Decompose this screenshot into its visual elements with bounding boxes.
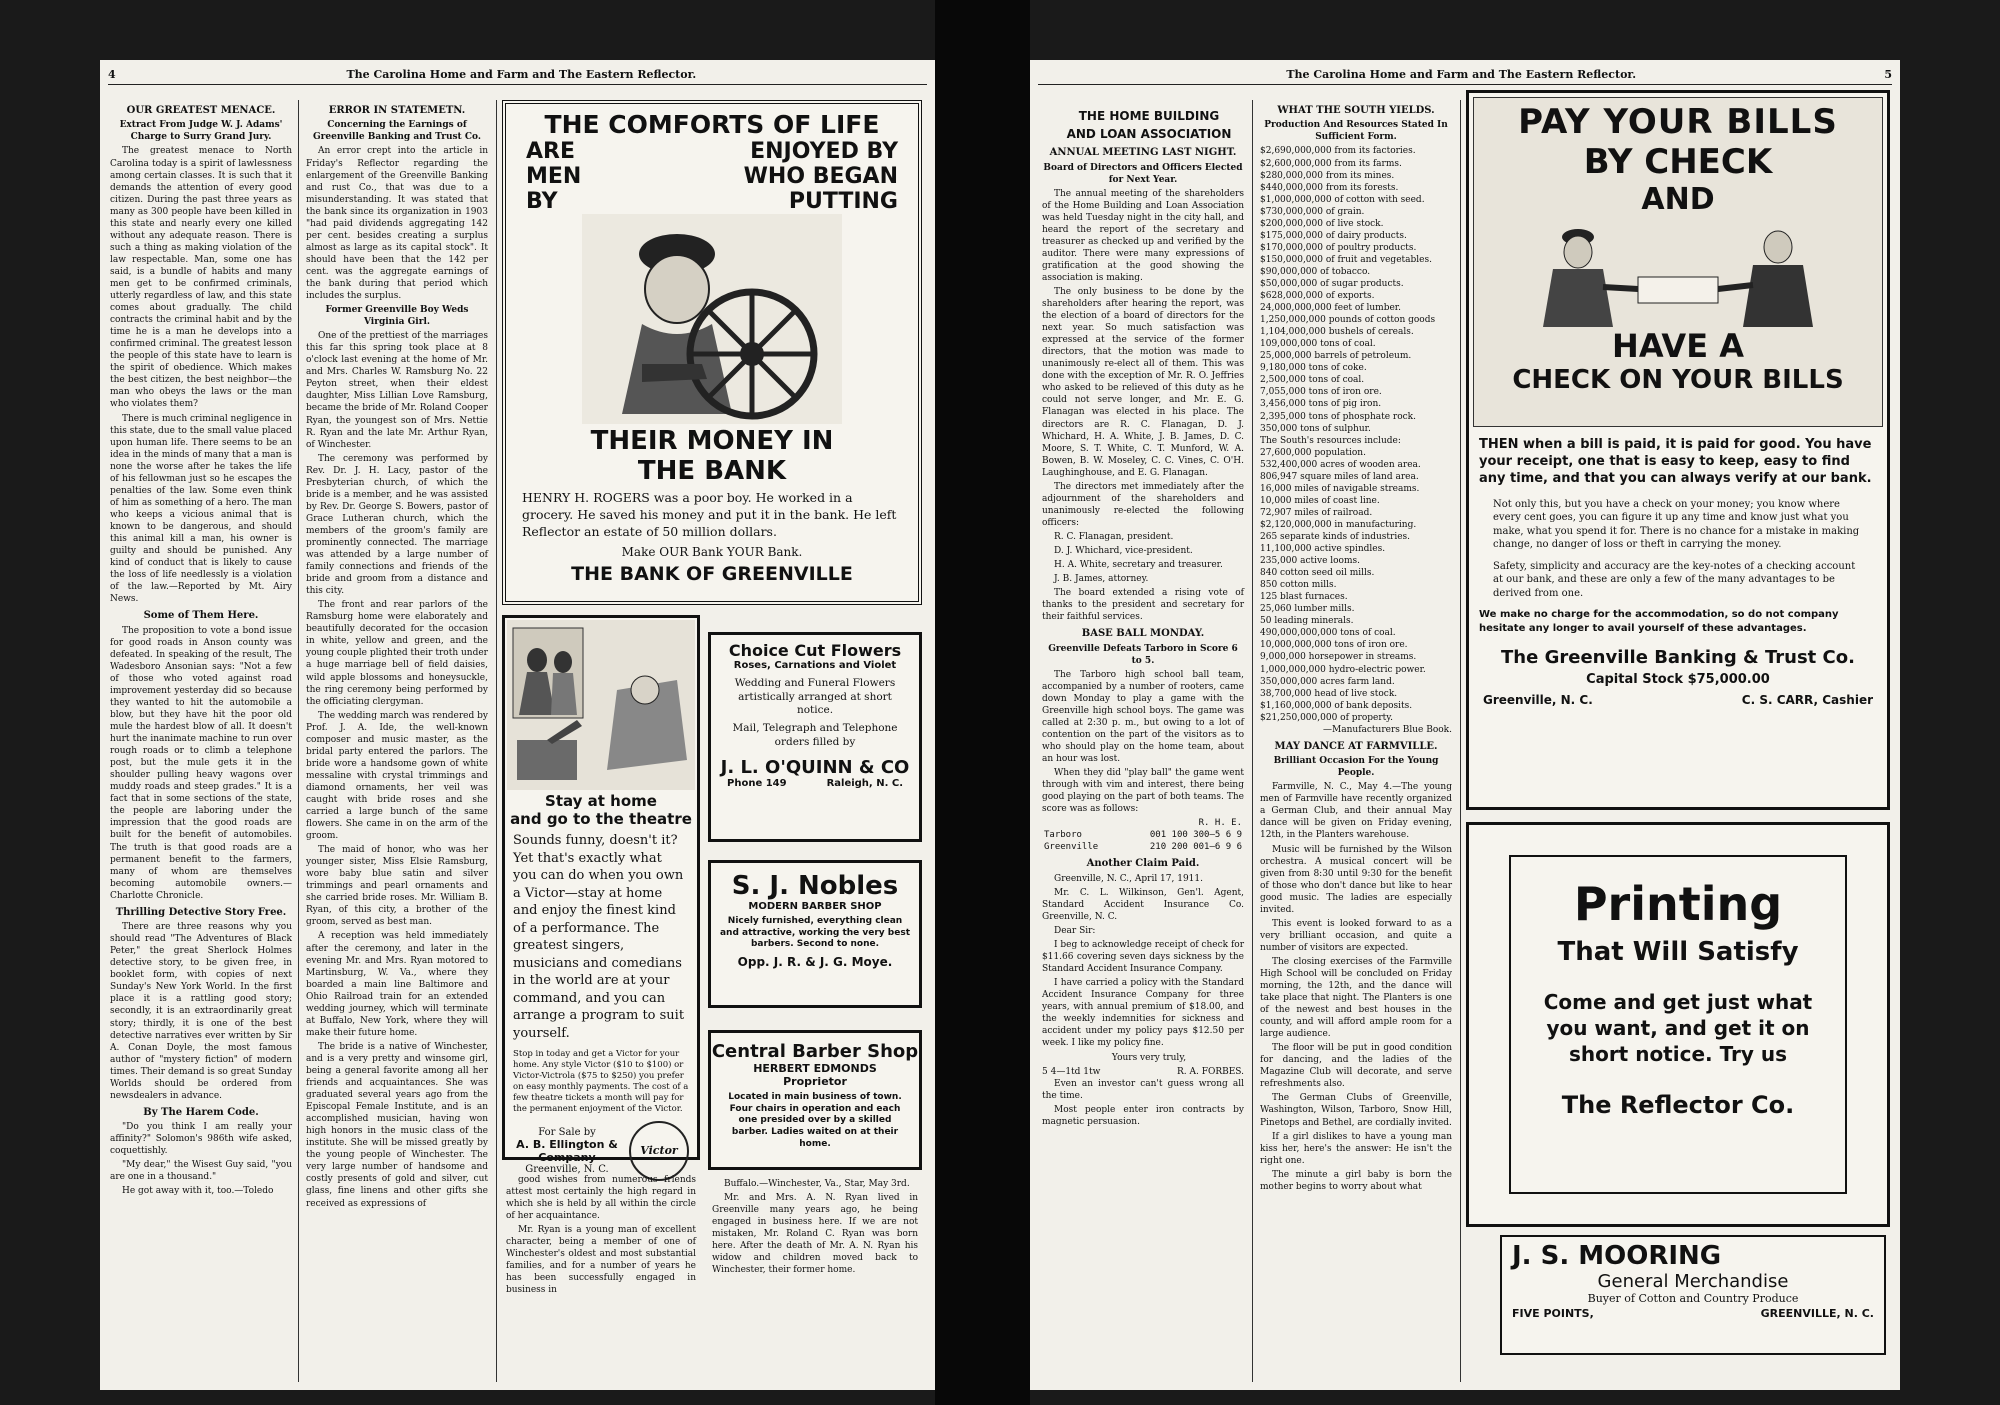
article-paragraph: One of the prettiest of the marriages this far this spring took place at 8 o'clock last evening at the home of Mr. and Mrs. Charles W. Ramsburg No. 22 Peyton street, when their eldest daughter, Miss Lillian Love Ramsburg, became the bride of Mr. Roland Cooper Ryan, the youngest son of Mrs. Nettie R. Ryan and the late Mr. Arthur Ryan, of Winchester. (306, 331, 488, 450)
headline-base-ball: BASE BALL MONDAY. (1081, 628, 1205, 640)
list-item: $90,000,000 of tobacco. (1260, 266, 1371, 277)
bank-ad-headline-5: THEIR MONEY IN (590, 426, 834, 456)
list-item: 50 leading minerals. (1260, 616, 1354, 627)
article-paragraph: The front and rear parlors of the Ramsburg home were elaborately and beautifully decorated for the occasion in white, yellow and green, and the young couple plighted their troth under a huge marriage bell of field daisies, wild apple blossoms and honeysuckle, the ring ceremony being performed by the officiating clergyman. (306, 600, 488, 707)
headline-greatest-menace: OUR GREATEST MENACE. (126, 105, 276, 116)
mooring-ad-buyer: Buyer of Cotton and Country Produce (1587, 1292, 1799, 1305)
headline-detective-story: Thrilling Detective Story Free. (115, 906, 287, 918)
nobles-barber-ad (708, 860, 922, 1008)
article-paragraph: good wishes from numerous friends attest most certainly the high regard in which she is held by all within the circle of her acquaintance. (506, 1175, 696, 1222)
headline-wedding: Former Greenville Boy Weds Virginia Girl. (325, 305, 469, 328)
article-paragraph: Buffalo.—Winchester, Va., Star, May 3rd. (724, 1179, 910, 1189)
article-paragraph: The directors met immediately after the adjournment of the shareholders and unanimously re-elected the following officers: (1042, 481, 1244, 528)
printing-ad (1466, 822, 1890, 1227)
left-page-number: 4 (108, 68, 116, 81)
letter-line: Yours very truly, (1111, 1052, 1187, 1063)
list-item: 125 blast furnaces. (1260, 592, 1348, 603)
subhead: Board of Directors and Officers Elected for Next Year. (1043, 162, 1243, 185)
mooring-ad-name: J. S. MOORING (1512, 1241, 1722, 1271)
subhead: Concerning the Earnings of Greenville Banking and Trust Co. (312, 120, 481, 143)
left-page-header (108, 68, 927, 85)
column-rule (496, 100, 497, 1382)
letter-line: Greenville, N. C., April 17, 1911. (1054, 873, 1203, 884)
list-item: $730,000,000 of grain. (1260, 206, 1365, 217)
list-item: 1,250,000,000 pounds of cotton goods (1260, 315, 1436, 326)
list-item: $1,000,000,000 of cotton with seed. (1260, 194, 1425, 205)
mooring-ad (1500, 1235, 1886, 1355)
list-item: 11,100,000 active spindles. (1260, 544, 1386, 555)
check-ad-body-3: We make no charge for the accommodation, so do not company hesitate any longer to avail yourself of these advantages. (1479, 609, 1839, 634)
article-paragraph: An error crept into the article in Friday's Reflector regarding the enlargement of the Greenville Banking and rust Co., that was due to a misunderstanding. It was stated that the bank since its organization in 1903 "had paid dividends aggregating 142 per cent. besides creating a surplus almost as large as its capital stock". It should have been that the 142 per cent. was the aggregate earnings of the bank during that period which includes the surplus. (306, 146, 488, 302)
article-paragraph: The Tarboro high school ball team, accompanied by a number of rooters, came down Monday to play a game with the Greenville high school boys. The game was called at 2:30 p. m., but owing to a lot of contention on the part of the visitors as to who should play on the home team, about an hour was lost. (1042, 669, 1244, 765)
bank-ad-body: HENRY H. ROGERS was a poor boy. He worked in a grocery. He saved his money and put it in the bank. He left Reflector an estate of 50 million dollars. (522, 490, 897, 539)
list-item: $1,160,000,000 of bank deposits. (1260, 700, 1413, 711)
left-bottom-column-3 (502, 1168, 700, 1384)
list-item: $21,250,000,000 of property. (1260, 712, 1394, 723)
list-item: 7,055,000 tons of iron ore. (1260, 387, 1382, 398)
column-rule (1252, 100, 1253, 1382)
officer-line: H. A. White, secretary and treasurer. (1054, 560, 1223, 571)
check-ad-footer: Greenville, N. C. C. S. CARR, Cashier (1483, 693, 1873, 708)
victor-ad-title-2: and go to the theatre (510, 810, 692, 828)
victor-ad-for-sale: For Sale by (538, 1126, 596, 1138)
article-paragraph: Even an investor can't guess wrong all the time. (1042, 1078, 1244, 1101)
headline-claim-paid: Another Claim Paid. (1086, 858, 1200, 870)
flowers-ad-name: J. L. O'QUINN & CO (720, 757, 910, 779)
list-item: 10,000 miles of coast line. (1260, 495, 1380, 506)
list-item: 265 separate kinds of industries. (1260, 531, 1411, 542)
bank-ad-headline-6: THE BANK (637, 456, 787, 486)
victor-ad-seller-2: Company (538, 1150, 596, 1164)
article-paragraph: There is much criminal negligence in this state, due to the small value placed upon human life. There seems to be an idea in the minds of many that a man is none the worse after he takes the life of his fellowman just so he escapes the penalties of the law. Some even think of him as something of a hero. The man who keeps a vicious animal that is known to be dangerous, and should this animal kill a man, his owner is guilty and should be punished. Any kind of conduct that is likely to cause the loss of life needlessly is a violation of the law.—Reported by Mt. Airy News. (110, 413, 292, 605)
list-item: 10,000,000,000 tons of iron ore. (1260, 640, 1408, 651)
list-item: $2,600,000,000 from its farms. (1260, 158, 1402, 169)
article-paragraph: The annual meeting of the shareholders of the Home Building and Loan Association was held Tuesday night in the city hall, and heard the report of the secretary and treasurer as checked up and verified by the auditor. There were many expressions of gratification at the good showing the association is making. (1042, 188, 1244, 283)
flowers-ad-body-2: Mail, Telegraph and Telephone orders filled by (732, 721, 898, 748)
column-rule (298, 100, 299, 1382)
check-ad-line-3: AND (1641, 182, 1715, 217)
right-masthead: The Carolina Home and Farm and The Eastern Reflector. (1286, 68, 1637, 81)
central-barber-ad (708, 1030, 922, 1170)
list-item: 25,000,000 barrels of petroleum. (1260, 351, 1412, 362)
list-item: 9,000,000 horsepower in streams. (1260, 652, 1417, 663)
victor-ad-small-print: Stop in today and get a Victor for your home. Any style Victor ($10 to $100) or Victor-Victrola ($75 to $250) you prefer on easy monthly payments. The cost of a few theatre tickets a month will pay for the permanent enjoyment of the Victor. (513, 1048, 689, 1114)
article-paragraph: The greatest menace to North Carolina today is a spirit of lawlessness among certain classes. It is such that it demands the attention of every good citizen. During the past three years as many as 300 people have been killed in this state and nearly every one killed without any adequate reason. There is such a thing as making violation of the law respectable. Man, some one has said, is a bundle of habits and many men get to be confirmed criminals, utterly regardless of law, and this state comes about gradually. The child contracts the criminal habit and by the time he is a man he develops into a confirmed criminal. The greatest lesson the people of this state have to learn is the spirit of obedience. Which makes the best citizen, the best neighbor—the man who obeys the laws or the man who violates them? (110, 146, 292, 410)
check-ad-line-4: HAVE A (1612, 327, 1744, 365)
nobles-ad-body: Nicely furnished, everything clean and attractive, working the very best barbers. Second to none. (719, 916, 911, 950)
article-paragraph: "Do you think I am really your affinity?" Solomon's 986th wife asked, coquettishly. (110, 1122, 292, 1157)
right-page-header (1038, 68, 1892, 85)
mooring-ad-footer: FIVE POINTS, GREENVILLE, N. C. (1512, 1307, 1874, 1320)
list-item: 24,000,000,000 feet of lumber. (1260, 303, 1401, 314)
list-item: 16,000 miles of navigable streams. (1260, 483, 1420, 494)
officer-line: J. B. James, attorney. (1054, 574, 1149, 585)
article-paragraph: Most people enter iron contracts by magnetic persuasion. (1042, 1104, 1244, 1127)
victor-ad-city: Greenville, N. C. (525, 1163, 609, 1175)
bank-ad-headline-2: ARE ENJOYED BY (526, 139, 898, 164)
chauffeur-wheel-illustration (582, 214, 842, 424)
bank-ad-name: THE BANK OF GREENVILLE (571, 562, 853, 585)
headline-error: ERROR IN STATEMETN. (328, 105, 466, 116)
check-ad-lead: THEN when a bill is paid, it is paid for good. You have your receipt, one that is easy to keep, easy to find any time, and that you can always verify at our bank. (1479, 437, 1872, 486)
check-ad-line-5: CHECK ON YOUR BILLS (1512, 365, 1844, 395)
left-page (100, 60, 935, 1390)
column-rule (1460, 100, 1461, 1382)
article-paragraph: Music will be furnished by the Wilson orchestra. A musical concert will be given from 8:30 until 9:30 for the benefit of those who don't dance but like to hear good music. The ladies are especially invited. (1260, 844, 1452, 915)
article-paragraph: The ceremony was performed by Rev. Dr. J. H. Lacy, pastor of the Presbyterian church, of which the bride is a member, and he was assisted by Rev. Dr. George S. Bowers, pastor of Grace Lutheran church, which the members of the groom's family are prominently connected. The marriage was attended by a large number of family connections and friends of the bride and groom from a distance and this city. (306, 453, 488, 597)
article-paragraph: If a girl dislikes to have a young man kiss her, here's the answer: He isn't the right one. (1260, 1131, 1452, 1166)
article-paragraph: The only business to be done by the shareholders after hearing the report, was the election of a board of directors for the next year. So much satisfaction was expressed at the service of the former directors, that the motion was made to unanimously re-elect all of them. This was done with the exception of Mr. R. O. Jeffries who asked to be relieved of this duty as he could not serve longer, and Mr. E. G. Flanagan was elected in his place. The directors are R. C. Flanagan, D. J. Whichard, H. A. White, J. B. James, D. C. Moore, S. T. White, C. T. Munford, W. A. Bowen, B. W. Moseley, C. C. Vines, C. O'H. Laughinghouse, and E. G. Flanagan. (1042, 287, 1244, 478)
list-item: $440,000,000 from its forests. (1260, 182, 1399, 193)
theatre-scene-illustration (507, 620, 695, 790)
article-paragraph: The minute a girl baby is born the mother begins to worry about what (1260, 1169, 1452, 1192)
list-item: $170,000,000 of poultry products. (1260, 242, 1417, 253)
list-item: 2,500,000 tons of coal. (1260, 375, 1365, 386)
check-ad-body-2: Safety, simplicity and accuracy are the key-notes of a checking account at our bank, and these are only a few of the many advantages to be derived from one. (1493, 560, 1856, 599)
check-ad-bank-name: The Greenville Banking & Trust Co. (1501, 647, 1855, 669)
headline-south-yields: WHAT THE SOUTH YIELDS. (1277, 105, 1435, 116)
bank-ad-headline-1: THE COMFORTS OF LIFE (544, 110, 880, 139)
subhead: Greenville Defeats Tarboro in Score 6 to 5. (1048, 643, 1238, 666)
list-item: 1,104,000,000 bushels of cereals. (1260, 327, 1414, 338)
table-row: Tarboro 001 100 300—5 6 9 (1044, 830, 1242, 841)
letter-line: Dear Sir: (1054, 926, 1096, 937)
article-paragraph: There are three reasons why you should read "The Adventures of Black Peter," the great Sherlock Holmes detective story, to be given free, in booklet form, with copies of next Sunday's New York World. In the first place it is a rattling good story; secondly, it is an extraordinarily great story; thirdly, it is one of the best detective narratives ever written by Sir A. Conan Doyle, the most famous author of "mystery fiction" of modern times. Their demand is so great Sunday Worlds should be ordered from newsdealers in advance. (110, 922, 292, 1101)
letter-line: Mr. C. L. Wilkinson, Gen'l. Agent, Standard Accident Insurance Co. Greenville, N. C. (1042, 887, 1244, 922)
check-ad-body: Not only this, but you have a check on your money; you know where every cent goes, you can figure it up any time and know just what you make, what you spend it for. There is no chance for a mistake in making change, no danger of loss or theft in carrying the money. (1493, 498, 1860, 551)
bank-of-greenville-ad (502, 100, 922, 605)
list-item: 2,395,000 tons of phosphate rock. (1260, 411, 1416, 422)
left-masthead: The Carolina Home and Farm and The Eastern Reflector. (346, 68, 697, 81)
printing-ad-name: The Reflector Co. (1561, 1091, 1795, 1119)
check-ad-capital: Capital Stock $75,000.00 (1586, 672, 1770, 688)
article-paragraph: Mr. and Mrs. A. N. Ryan lived in Greenville many years ago, he being engaged in business here. If we are not mistaken, Mr. Roland C. Ryan was born here. After the death of Mr. A. N. Ryan his widow and children moved back to Winchester, their former home. (712, 1193, 918, 1276)
article-paragraph: Farmville, N. C., May 4.—The young men of Farmville have recently organized a German Club, and their annual May dance will be given on Friday evening, 12th, in the Planters warehouse. (1260, 782, 1452, 841)
printing-ad-body: Come and get just what you want, and get it on short notice. Try us (1543, 990, 1813, 1066)
subhead: Production And Resources Stated In Sufficient Form. (1264, 120, 1448, 143)
list-item: 27,600,000 population. (1260, 447, 1366, 458)
central-ad-role: Proprietor (783, 1075, 847, 1088)
victor-ad (502, 615, 700, 1175)
nobles-ad-name: S. J. Nobles (731, 871, 899, 901)
printing-ad-title: Printing (1573, 877, 1783, 931)
right-page (1030, 60, 1900, 1390)
right-page-number: 5 (1884, 68, 1892, 81)
list-item: 9,180,000 tons of coke. (1260, 363, 1367, 374)
mooring-ad-sub: General Merchandise (1597, 1271, 1789, 1292)
binding-spine (935, 0, 1030, 1405)
article-paragraph: The proposition to vote a bond issue for good roads in Anson county was defeated. In speaking of the result, The Wadesboro Ansonian says: "Not a few of those who voted against road improvement yesterday did so because they wanted to hit the automobile a blow, but they have hit the poor old mule the hardest blow of all. It doesn't hurt the inanimate machine to run over rough roads or to climb a telephone post, but the mule gets it in the shoulder pulling heavy wagons over muddy roads and steep grades." It is a fact that in some sections of the state, the people are laboring under the impression that the good roads are built for the benefit of automobiles. The truth is that good roads are a permanent benefit to the farmers, many of whom are themselves becoming automobile owners.—Charlotte Chronicle. (110, 625, 292, 901)
subhead: Brilliant Occasion For the Young People. (1273, 756, 1439, 779)
article-paragraph: This event is looked forward to as a very brilliant occasion, and quite a number of visitors are expected. (1260, 918, 1452, 953)
table-row: Greenville 210 200 001—6 9 6 (1044, 842, 1242, 853)
bank-ad-cta: Make OUR Bank YOUR Bank. (621, 544, 803, 559)
list-item: 38,700,000 head of live stock. (1260, 688, 1398, 699)
headline-loan-association: AND LOAN ASSOCIATION (1066, 127, 1232, 142)
headline-annual-meeting: ANNUAL MEETING LAST NIGHT. (1049, 147, 1237, 159)
list-item: 350,000 tons of sulphur. (1260, 423, 1371, 434)
check-ad-illustration (1473, 97, 1883, 427)
article-paragraph: "My dear," the Wisest Guy said, "you are one in a thousand." (110, 1160, 292, 1183)
south-yields-list (1260, 145, 1452, 723)
article-paragraph: Mr. Ryan is a young man of excellent character, being a member of one of Winchester's oldest and most substantial families, and for a number of years he has been successfully engaged in business in (506, 1225, 696, 1296)
headline-home-building: THE HOME BUILDING (1078, 109, 1220, 123)
central-ad-owner: HERBERT EDMONDS (753, 1062, 877, 1075)
letter-signature: 5 4—1td 1tw R. A. FORBES. (1042, 1066, 1244, 1077)
list-item: $280,000,000 from its mines. (1260, 170, 1395, 181)
south-yields-source: —Manufacturers Blue Book. (1323, 724, 1452, 735)
letter-line: I beg to acknowledge receipt of check for $11.66 covering seven days sickness by the Standard Accident Insurance Company. (1042, 940, 1245, 975)
list-item: 532,400,000 acres of wooden area. (1260, 459, 1421, 470)
headline-may-dance: MAY DANCE AT FARMVILLE. (1274, 740, 1438, 752)
list-item: 490,000,000,000 tons of coal. (1260, 628, 1396, 639)
list-item: $175,000,000 of dairy products. (1260, 230, 1407, 241)
check-ad-line-2: BY CHECK (1583, 142, 1773, 182)
headline-some-of-them-here: Some of Them Here. (143, 610, 259, 622)
article-paragraph: The floor will be put in good condition for dancing, and the ladies of the Magazine Club will decorate, and serve refreshments also. (1260, 1043, 1452, 1090)
bank-ad-headline-3: MEN WHO BEGAN (526, 164, 898, 189)
pay-by-check-ad (1466, 90, 1890, 810)
headline-harem-code: By The Harem Code. (143, 1106, 259, 1118)
list-item: 235,000 active looms. (1260, 556, 1360, 567)
article-paragraph: A reception was held immediately after the ceremony, and later in the evening Mr. and Mrs. Ryan motored to Martinsburg, W. Va., where they boarded a main line Baltimore and Ohio Railroad train for an extended wedding journey, which will terminate at Buffalo, New York, where they will make their future home. (306, 931, 488, 1038)
check-ad-line-1: PAY YOUR BILLS (1518, 102, 1838, 142)
flowers-ad-body: Wedding and Funeral Flowers artistically arranged at short notice. (734, 677, 896, 717)
flowers-ad-sub: Roses, Carnations and Violet (733, 660, 897, 671)
victor-ad-body: Sounds funny, doesn't it? Yet that's exactly what you can do when you own a Victor—stay at home and enjoy the finest kind of a performance. The greatest singers, musicians and comedians in the world are at your command, and you can arrange a program to suit yourself. (513, 833, 685, 1042)
article-paragraph: He got away with it, too.—Toledo (122, 1186, 274, 1197)
list-item: $50,000,000 of sugar products. (1260, 279, 1404, 289)
right-column-1 (1038, 100, 1248, 1384)
article-paragraph: The closing exercises of the Farmville High School will be concluded on Friday morning, the 12th, and the dance will take place that night. The Planters is one of the newest and best houses in the county, and will afford ample room for a large audience. (1260, 956, 1452, 1040)
list-item: 850 cotton mills. (1260, 580, 1337, 591)
article-paragraph: When they did "play ball" the game went through with vim and interest, there being good playing on the part of both teams. The score was as follows: (1042, 768, 1244, 815)
officer-line: R. C. Flanagan, president. (1054, 531, 1174, 542)
victor-logo: Victor (629, 1121, 689, 1181)
nobles-ad-address: Opp. J. R. & J. G. Moye. (737, 955, 893, 970)
list-item: 350,000,000 acres farm land. (1260, 676, 1395, 687)
list-item: $150,000,000 of fruit and vegetables. (1260, 254, 1432, 265)
central-ad-body: Located in main business of town. Four chairs in operation and each one presided over by a skilled barber. Ladies waited on at their home. (728, 1092, 902, 1149)
printing-ad-subtitle: That Will Satisfy (1557, 937, 1799, 967)
list-item: $628,000,000 of exports. (1260, 291, 1375, 302)
list-item: $200,000,000 of live stock. (1260, 218, 1384, 229)
list-item: 72,907 miles of railroad. (1260, 507, 1373, 518)
baseball-score-table (1042, 817, 1244, 853)
article-paragraph: The wedding march was rendered by Prof. J. A. Ide, the well-known composer and music master, as the bridal party entered the parlors. The bride wore a handsome gown of white messaline with crystal trimmings and diamond ornaments, her veil was caught with bride roses and she carried a large bunch of the same flowers. She came in on the arm of the groom. (306, 710, 488, 842)
list-item: $2,690,000,000 from its factories. (1260, 146, 1416, 157)
nobles-ad-sub: MODERN BARBER SHOP (748, 901, 882, 912)
victor-ad-title-1: Stay at home (545, 792, 657, 810)
bank-ad-headline-4: BY PUTTING (526, 189, 898, 214)
list-item: 109,000,000 tons of coal. (1260, 339, 1376, 350)
article-paragraph: The German Clubs of Greenville, Washington, Wilson, Tarboro, Snow Hill, Pinetops and Bethel, are cordially invited. (1260, 1093, 1452, 1128)
list-item: 840 cotton seed oil mills. (1260, 568, 1375, 579)
choice-cut-flowers-ad (708, 632, 922, 842)
left-bottom-column-4 (708, 1178, 922, 1384)
victor-ad-seller: A. B. Ellington & (516, 1137, 618, 1151)
article-paragraph: The bride is a native of Winchester, and is a very pretty and winsome girl, being a general favorite among all her friends and acquaintances. She was graduated several years ago from the Episcopal Female Institute, and is an accomplished musician, having won high honors in the music class of the institute. She will be missed greatly by the young people of Winchester. The very large number of handsome and costly presents of gold and silver, cut glass, fine linens and other gifts she received as expressions of (306, 1041, 488, 1209)
list-item: 1,000,000,000 hydro-electric power. (1260, 664, 1426, 675)
score-header: R. H. E. (1198, 818, 1242, 829)
flowers-ad-title: Choice Cut Flowers (728, 641, 902, 660)
subhead: Extract From Judge W. J. Adams' Charge to Surry Grand Jury. (119, 120, 283, 143)
list-item: The South's resources include: (1260, 435, 1401, 446)
officer-line: D. J. Whichard, vice-president. (1054, 546, 1193, 556)
central-ad-name: Central Barber Shop (711, 1041, 919, 1062)
right-column-2 (1256, 100, 1456, 1384)
article-paragraph: The board extended a rising vote of thanks to the president and secretary for their faithful services. (1042, 588, 1244, 623)
letter-line: I have carried a policy with the Standard Accident Insurance Company for three years, with annual premium of $18.00, and the weekly indemnities for sickness and accident under my policy pays $12.50 per week. I like my policy fine. (1042, 978, 1244, 1049)
list-item: 25,060 lumber mills. (1260, 604, 1355, 615)
left-column-1 (106, 100, 296, 1384)
left-column-2 (302, 100, 492, 1384)
list-item: 3,456,000 tons of pig iron. (1260, 399, 1382, 410)
flowers-ad-contact: Phone 149 Raleigh, N. C. (727, 778, 903, 790)
article-paragraph: The maid of honor, who was her younger sister, Miss Elsie Ramsburg, wore baby blue satin and silver trimmings and pearl ornaments and she carried bride roses. Mr. William B. Ryan, of this city, a brother of the groom, served as best man. (306, 845, 488, 928)
handshake-illustration (1518, 217, 1838, 327)
list-item: $2,120,000,000 in manufacturing. (1260, 519, 1417, 530)
list-item: 806,947 square miles of land area. (1260, 471, 1419, 482)
